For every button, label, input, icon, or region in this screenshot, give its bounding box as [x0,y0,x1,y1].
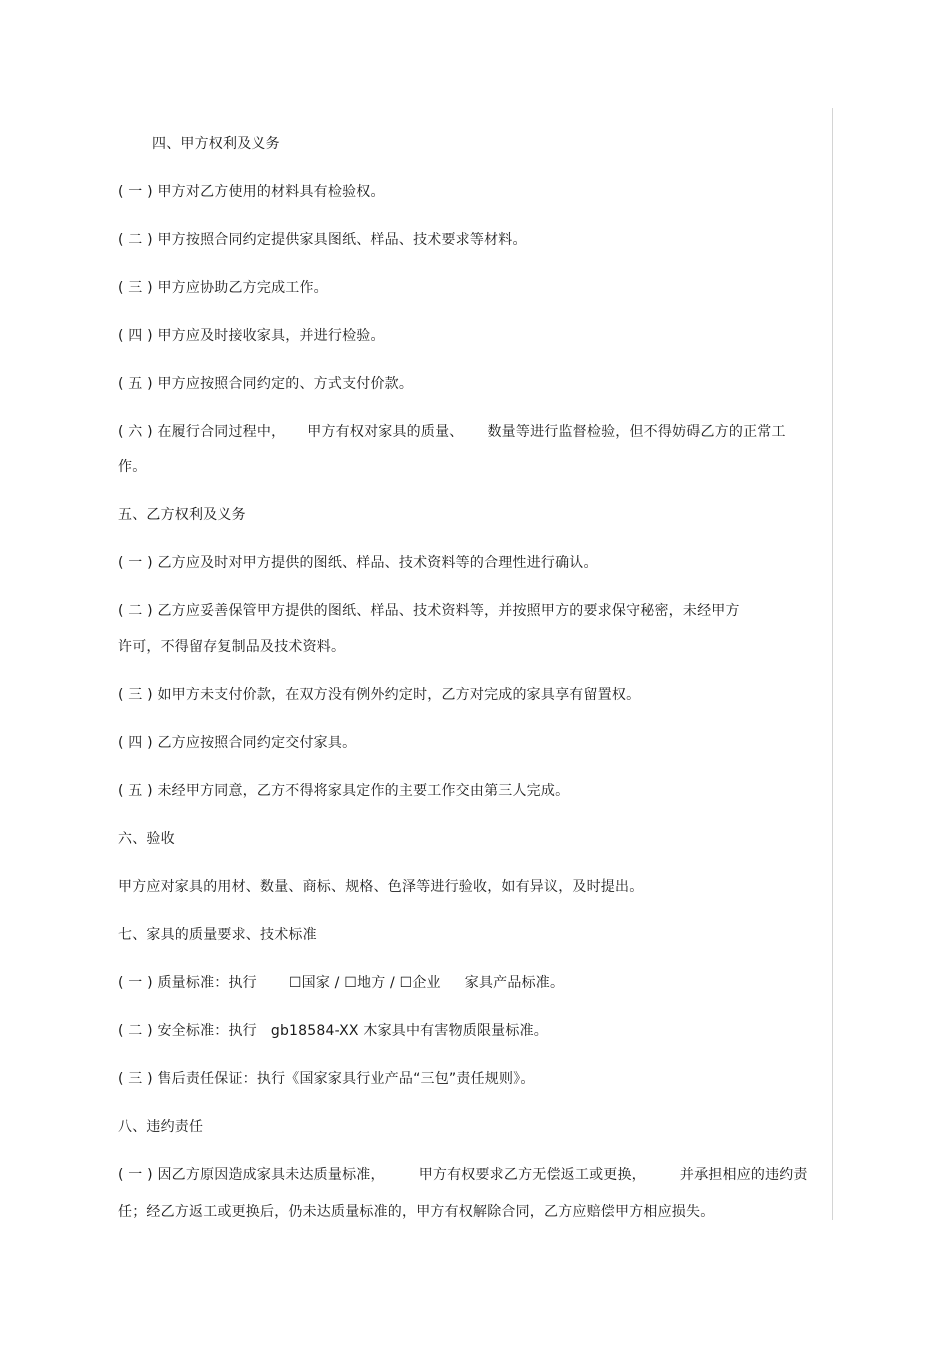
paragraph: ( 四 ) 乙方应按照合同约定交付家具。 [118,735,357,751]
section-heading: 七、家具的质量要求、技术标准 [118,927,317,943]
right-margin-line [832,108,833,1220]
paragraph [118,973,564,993]
section-heading: 八、违约责任 [118,1119,204,1135]
paragraph: ( 三 ) 甲方应协助乙方完成工作。 [118,280,328,296]
paragraph [118,1165,808,1185]
text-run: ( 六 ) 在履行合同过程中， [118,424,286,440]
paragraph: ( 一 ) 甲方对乙方使用的材料具有检验权。 [118,184,385,200]
paragraph [118,422,786,442]
text-run: ( 一 ) 因乙方原因造成家具未达质量标准， [118,1167,385,1183]
paragraph: ( 二 ) 甲方按照合同约定提供家具图纸、样品、技术要求等材料。 [118,232,527,248]
text-run: gb18584-XX 木家具中有害物质限量标准。 [270,1023,548,1039]
paragraph: ( 三 ) 售后责任保证：执行《国家家具行业产品“三包”责任规则》。 [118,1071,535,1087]
paragraph-continuation: 任；经乙方返工或更换后，仍未达质量标准的，甲方有权解除合同，乙方应赔偿甲方相应损失。 [118,1204,715,1220]
paragraph: ( 一 ) 乙方应及时对甲方提供的图纸、样品、技术资料等的合理性进行确认。 [118,555,598,571]
section-heading: 六、验收 [118,831,175,847]
paragraph: ( 五 ) 甲方应按照合同约定的、方式支付价款。 [118,376,414,392]
text-run: 并承担相应的违约责 [679,1167,808,1183]
section-heading: 四、甲方权利及义务 [152,136,280,152]
paragraph: ( 四 ) 甲方应及时接收家具，并进行检验。 [118,328,385,344]
checkbox-options: ☐国家 / ☐地方 / ☐企业 [288,975,441,991]
paragraph: ( 三 ) 如甲方未支付价款，在双方没有例外约定时，乙方对完成的家具享有留置权。 [118,687,641,703]
section-heading: 五、乙方权利及义务 [118,507,246,523]
paragraph-continuation: 许可，不得留存复制品及技术资料。 [118,639,346,655]
text-run: 家具产品标准。 [464,975,565,991]
text-run: 数量等进行监督检验，但不得妨碍乙方的正常工 [487,424,786,440]
paragraph-continuation: 作。 [118,459,147,475]
text-run: ( 二 ) 安全标准：执行 [118,1023,257,1039]
paragraph: 甲方应对家具的用材、数量、商标、规格、色泽等进行验收，如有异议，及时提出。 [118,879,644,895]
text-run: 甲方有权要求乙方无偿返工或更换， [418,1167,646,1183]
text-run: ( 一 ) 质量标准：执行 [118,975,257,991]
paragraph [118,1021,548,1041]
paragraph: ( 五 ) 未经甲方同意，乙方不得将家具定作的主要工作交由第三人完成。 [118,783,570,799]
paragraph: ( 二 ) 乙方应妥善保管甲方提供的图纸、样品、技术资料等，并按照甲方的要求保守秘密，未经甲方 [118,603,740,619]
text-run: 甲方有权对家具的质量、 [307,424,464,440]
